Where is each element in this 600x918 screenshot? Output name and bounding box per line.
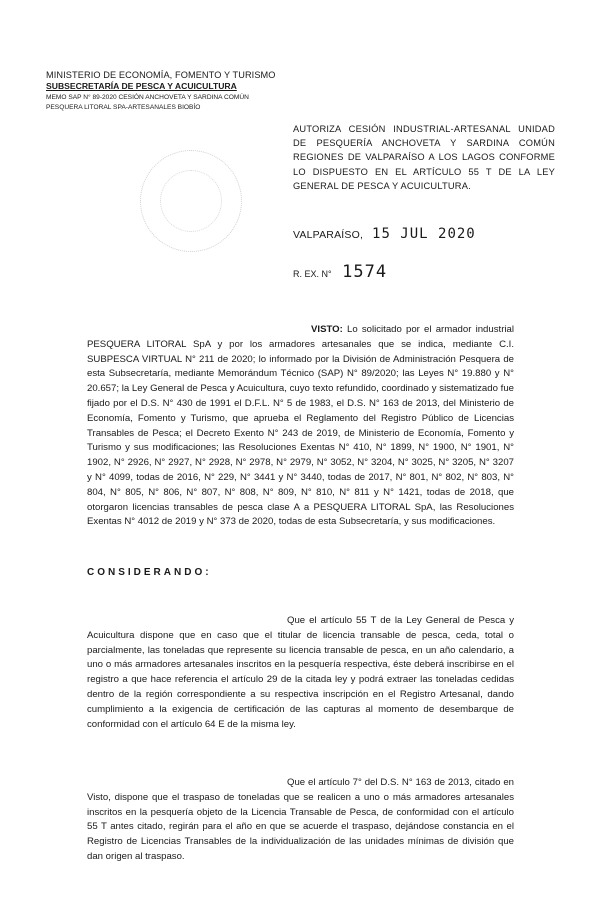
considerando-text-1: Que el artículo 55 T de la Ley General de Pesca y Acuicultura dispone que en caso que el titular de licencia transable de pesca, ceda, total o parcialmente, las toneladas que represente su licencia transable de pesca, en un año calendario, a uno o más armadores artesanales inscritos en la pesquería respectiva, éste deberá inscribirse en el registro a que hace referencia el artículo 29 de la citada ley y podrá extraer las toneladas cedidas dentro de la región correspondiente a su respectiva inscripción en el Registro Artesanal, dando cumplimiento a la exigencia de certificación de las capturas al momento de desembarque de conformidad con el artículo 64 E de la misma ley. (87, 615, 514, 730)
ministry-name: MINISTERIO DE ECONOMÍA, FOMENTO Y TURISMO (46, 70, 276, 80)
resolution-number: 1574 (342, 262, 388, 282)
company-reference: PESQUERA LITORAL SPA-ARTESANALES BIOBÍO (46, 103, 201, 111)
resolution-number-line (293, 262, 387, 282)
letterhead (46, 70, 286, 113)
memo-reference: MEMO SAP N° 89-2020 CESIÓN ANCHOVETA Y SARDINA COMÚN (46, 93, 249, 101)
resolution-title: AUTORIZA CESIÓN INDUSTRIAL-ARTESANAL UNIDAD DE PESQUERÍA ANCHOVETA Y SARDINA COMÚN REGIONES DE VALPARAÍSO A LOS LAGOS CONFORME LO DISPUESTO EN EL ARTÍCULO 55 T DE LA LEY GENERAL DE PESCA Y ACUICULTURA. (293, 124, 555, 191)
date-stamp: 15 JUL 2020 (372, 226, 476, 242)
considerando-paragraph-1 (87, 614, 514, 732)
faint-seal-stamp-inner (160, 170, 222, 232)
resolution-label: R. EX. N° (293, 269, 332, 279)
subsecretaria-name: SUBSECRETARÍA DE PESCA Y ACUICULTURA (46, 81, 237, 92)
visto-paragraph (87, 323, 514, 530)
considerando-paragraph-2 (87, 776, 514, 865)
date-line (293, 226, 476, 242)
considerando-text-2: Que el artículo 7° del D.S. N° 163 de 2013, citado en Visto, dispone que el traspaso de toneladas que se realicen a uno o más armadores artesanales inscritos en la pesquería objeto de la Licencia Transable de Pesca, de conformidad con el artículo 55 T antes citado, regirán para el año en que se acuerde el traspaso, dejándose constancia en el Registro de Licencias Transables de la individualización de las unidades mínimas de división que dan origen al traspaso. (87, 777, 514, 862)
considerando-heading: CONSIDERANDO: (87, 567, 212, 578)
visto-text: Lo solicitado por el armador industrial PESQUERA LITORAL SpA y por los armadores artesanales que se indica, mediante C.I. SUBPESCA VIRTUAL N° 211 de 2020; lo informado por la División de Administración Pesquera de esta Subsecretaría, mediante Memorándum Técnico (SAP) N° 89/2020; las Leyes N° 19.880 y N° 20.657; la Ley General de Pesca y Acuicultura, cuyo texto refundido, coordinado y sistematizado fue fijado por el D.S. N° 430 de 1991 el D.F.L. N° 5 de 1983, el D.S. N° 163 de 2013, del Ministerio de Economía, Fomento y Turismo, que aprueba el Reglamento del Registro Público de Licencias Transables de Pesca; el Decreto Exento N° 243 de 2019, de Ministerio de Economía, Fomento y Turismo y sus modificaciones; las Resoluciones Exentas N° 410, N° 1899, N° 1900, N° 1901, N° 1902, N° 2926, N° 2927, N° 2928, N° 2978, N° 2979, N° 3052, N° 3204, N° 3025, N° 3205, N° 3207 y N° 4099, todas de 2016, N° 229, N° 3441 y N° 3440, todas de 2017, N° 801, N° 802, N° 803, N° 804, N° 805, N° 806, N° 807, N° 808, N° 809, N° 810, N° 811 y N° 1421, todas de 2018, que otorgaron licencias transables de pesca clase A a PESQUERA LITORAL SpA, las Resoluciones Exentas N° 4012 de 2019 y N° 373 de 2020, todas de esta Subsecretaría, y sus modificaciones. (87, 324, 514, 528)
city-name: VALPARAÍSO, (293, 229, 364, 241)
visto-keyword: VISTO: (311, 324, 343, 335)
